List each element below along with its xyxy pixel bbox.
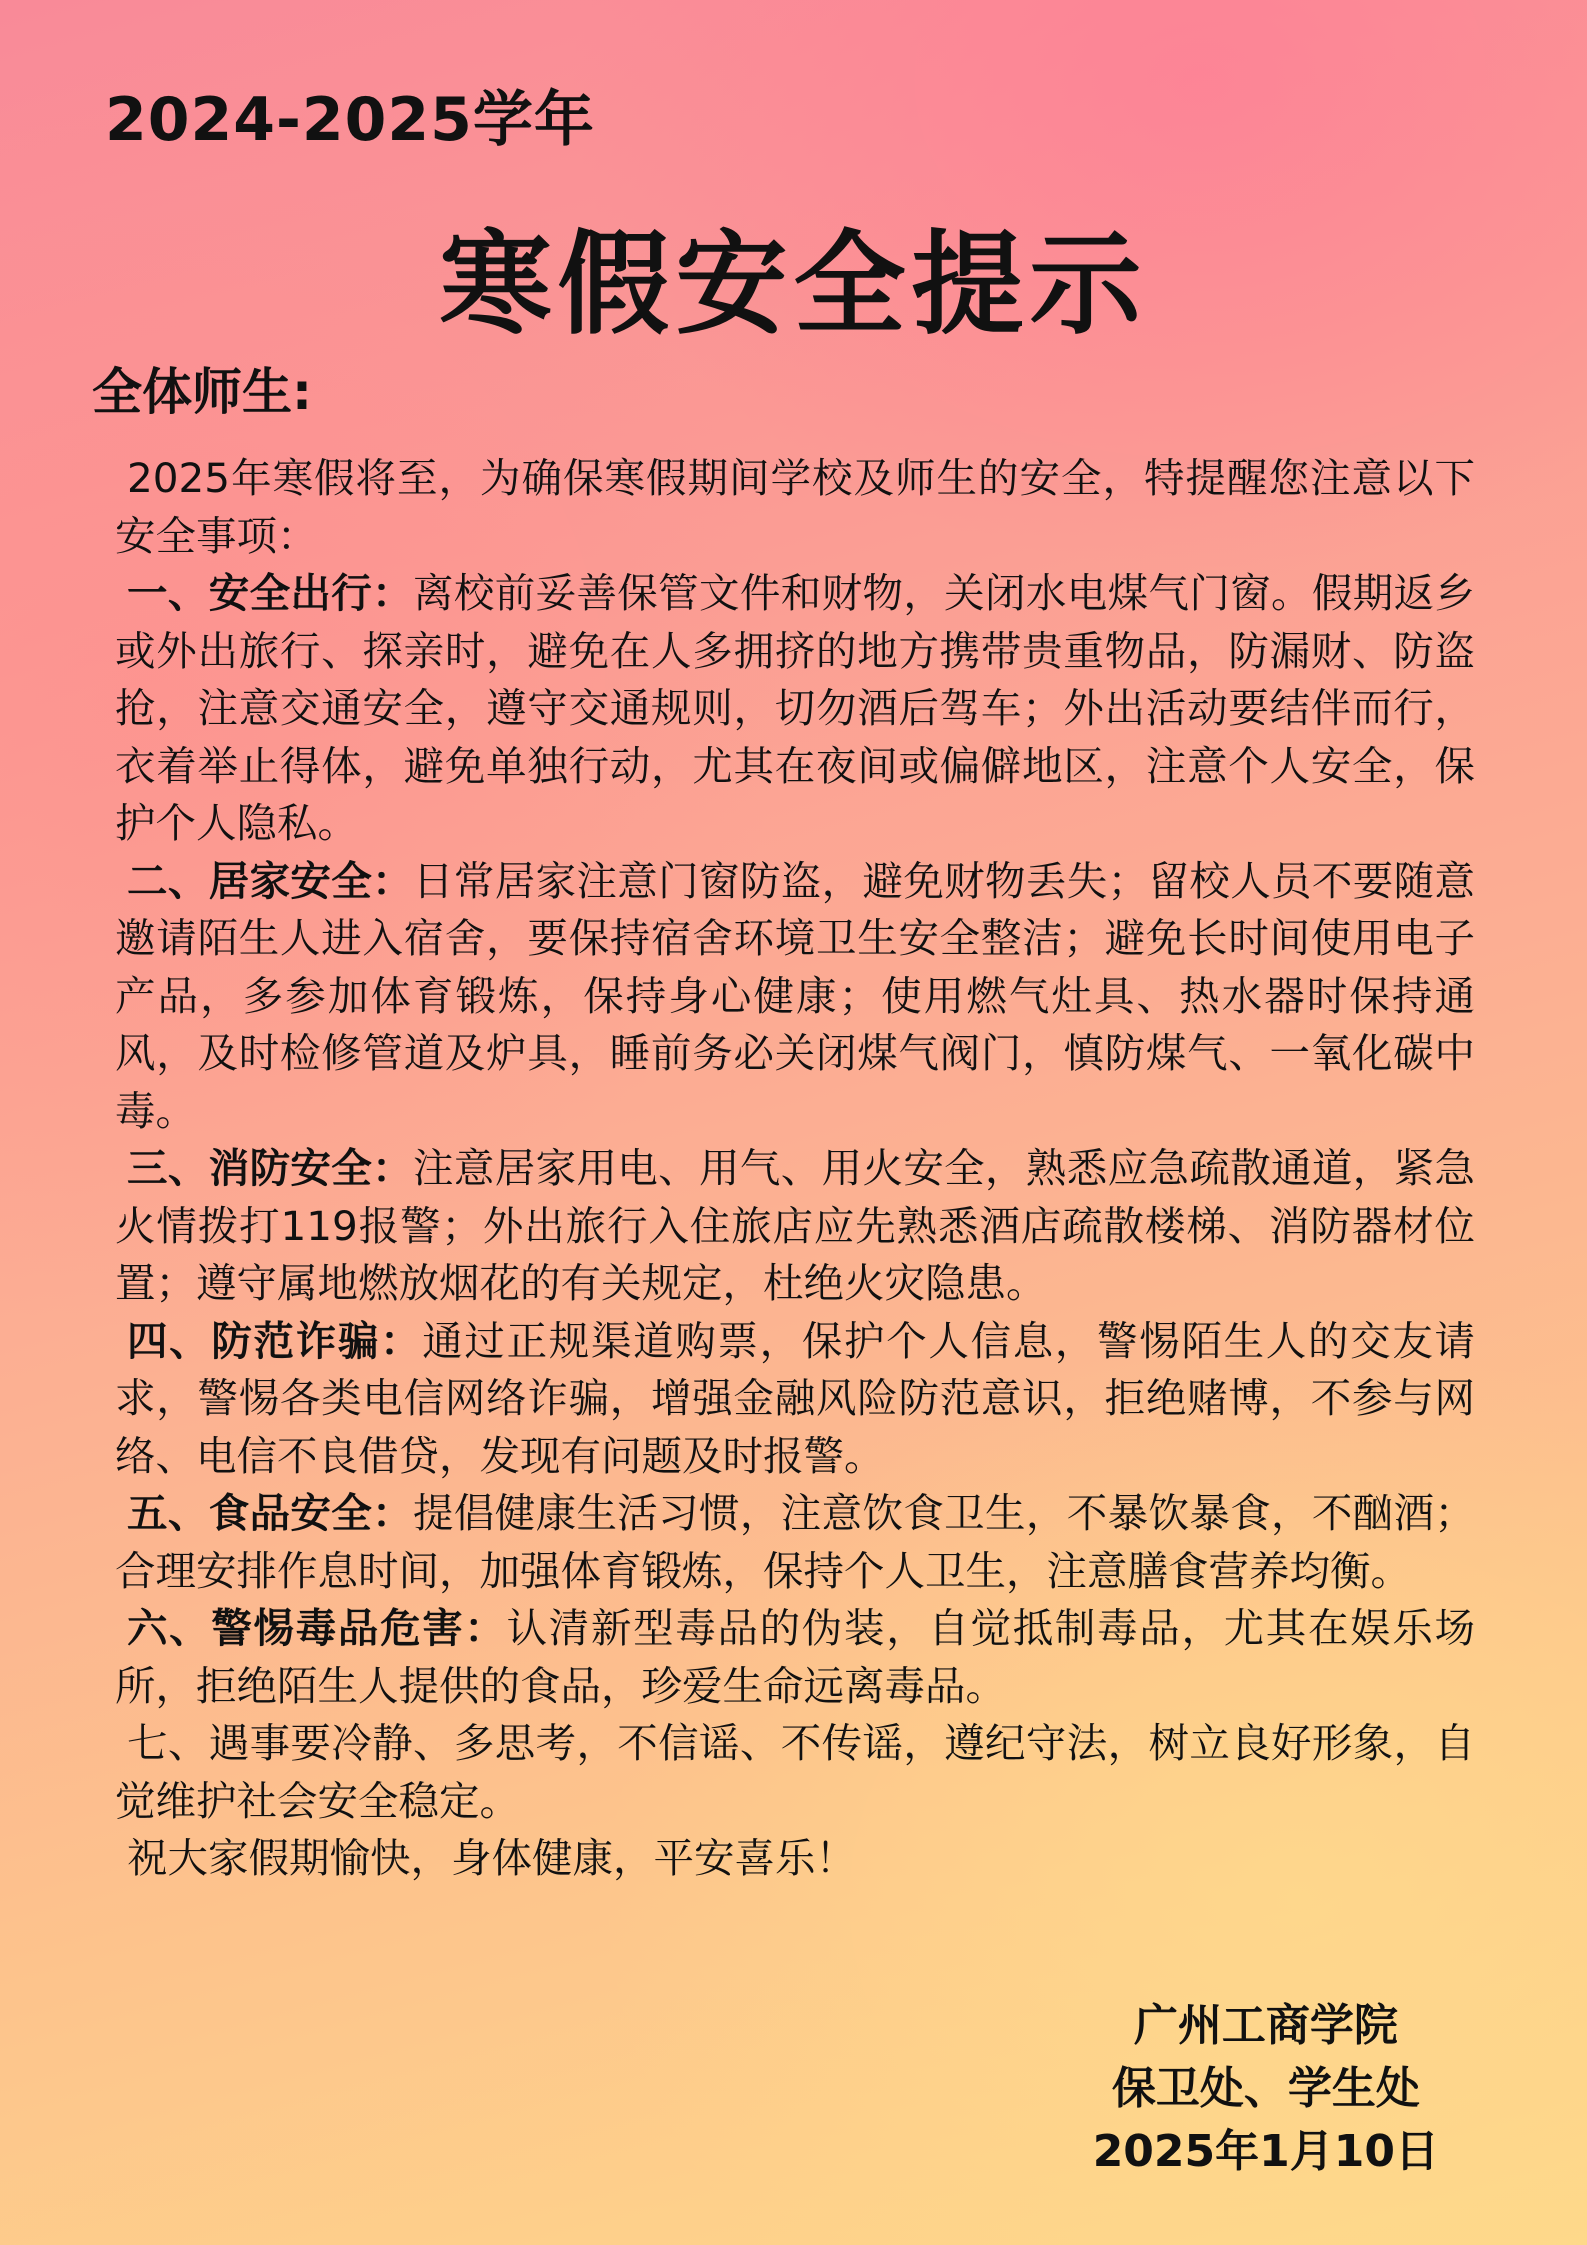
item-text: 提倡健康生活习惯，注意饮食卫生，不暴饮暴食，不酗酒；合理安排作息时间，加强体育锻炼，保持个人卫生，注意膳食营养均衡。 <box>115 1489 1475 1595</box>
item-text: 日常居家注意门窗防盗，避免财物丢失；留校人员不要随意邀请陌生人进入宿舍，要保持宿舍环境卫生安全整洁；避免长时间使用电子产品，多参加体育锻炼，保持身心健康；使用燃气灶具、热水器时保持通风，及时检修管道及炉具，睡前务必关闭煤气阀门，慎防煤气、一氧化碳中毒。 <box>115 856 1475 1135</box>
item-heading: 三、消防安全： <box>127 1144 414 1192</box>
item-heading: 一、安全出行： <box>127 569 414 617</box>
item-text: 注意居家用电、用气、用火安全，熟悉应急疏散通道，紧急火情拨打119报警；外出旅行入住旅店应先熟悉酒店疏散楼梯、消防器材位置；遵守属地燃放烟花的有关规定，杜绝火灾隐患。 <box>115 1144 1475 1307</box>
item-home <box>115 853 1475 1141</box>
intro-paragraph: 2025年寒假将至，为确保寒假期间学校及师生的安全，特提醒您注意以下安全事项： <box>115 454 1475 560</box>
item-text: 通过正规渠道购票，保护个人信息，警惕陌生人的交友请求，警惕各类电信网络诈骗，增强金融风险防范意识，拒绝赌博，不参与网络、电信不良借贷，发现有问题及时报警。 <box>115 1316 1476 1480</box>
item-food <box>115 1485 1475 1600</box>
item-drugs <box>115 1600 1475 1715</box>
item-heading: 六、警惕毒品危害： <box>127 1604 507 1652</box>
item-heading: 二、居家安全： <box>127 856 414 905</box>
signature-org: 广州工商学院 <box>1133 2000 1398 2051</box>
notice-body <box>115 450 1475 1888</box>
academic-year: 2024-2025学年 <box>105 85 595 155</box>
signature-depts: 保卫处、学生处 <box>1111 2063 1420 2114</box>
item-heading: 四、防范诈骗： <box>127 1316 423 1365</box>
greeting: 全体师生: <box>92 363 312 421</box>
item-conduct: 七、遇事要冷静、多思考，不信谣、不传谣，遵纪守法，树立良好形象，自觉维护社会安全稳定。 <box>115 1719 1475 1825</box>
page-title: 寒假安全提示 <box>439 220 1148 350</box>
item-text: 离校前妥善保管文件和财物，关闭水电煤气门窗。假期返乡或外出旅行、探亲时，避免在人多拥挤的地方携带贵重物品，防漏财、防盗抢，注意交通安全，遵守交通规则，切勿酒后驾车；外出活动要结伴而行，衣着举止得体，避免单独行动，尤其在夜间或偏僻地区，注意个人安全，保护个人隐私。 <box>115 569 1475 847</box>
item-heading: 五、食品安全： <box>127 1489 414 1537</box>
signature-date: 2025年1月10日 <box>1092 2126 1439 2177</box>
signature-block <box>1093 1994 1439 2183</box>
item-fraud <box>115 1313 1475 1486</box>
item-text: 认清新型毒品的伪装，自觉抵制毒品，尤其在娱乐场所，拒绝陌生人提供的食品，珍爱生命远离毒品。 <box>115 1604 1476 1710</box>
item-fire <box>115 1140 1475 1313</box>
closing-wishes: 祝大家假期愉快，身体健康，平安喜乐！ <box>127 1834 856 1882</box>
item-travel <box>115 565 1475 853</box>
